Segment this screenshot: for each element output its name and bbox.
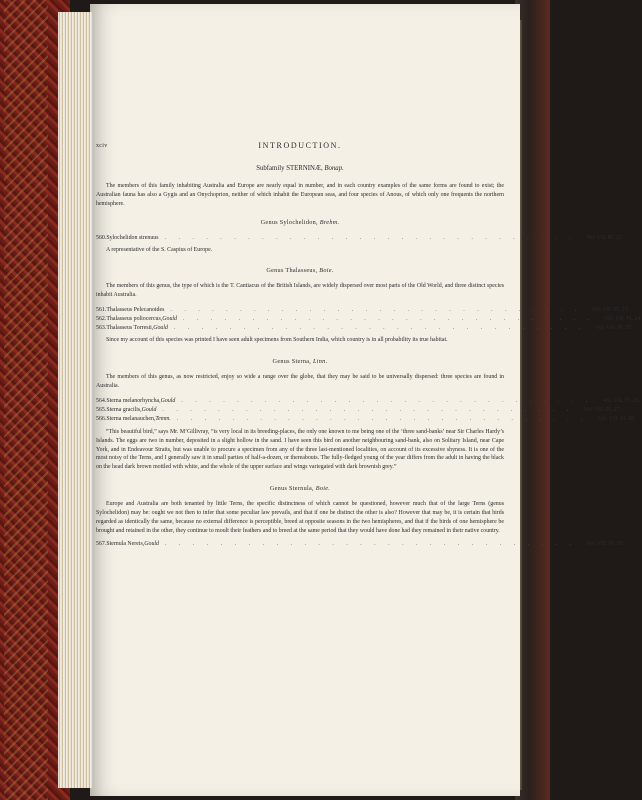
species-author: Temm.	[155, 415, 171, 422]
genus-paragraph: The members of this genus, as now restricted, enjoy so wide a range over the globe, that they may be said to be universally dispersed: three species are found in Australia.	[96, 374, 504, 389]
plate-reference: Vol. VII. Pl. 26.	[602, 397, 641, 404]
genus-paragraph: A representative of the S. Caspius of Europe.	[106, 247, 213, 254]
plate-reference: Vol. VII. Pl. 22.	[585, 235, 624, 242]
entry-number: 561.	[96, 306, 107, 313]
genus-heading: Genus Sternula, Boie.	[269, 485, 331, 493]
species-entry	[96, 406, 622, 415]
species-list	[96, 540, 624, 549]
genus-note: Since my account of this species was printed I have seen adult specimens from Southern India, which country is in all probability its true habitat.	[106, 336, 448, 343]
species-entry	[96, 306, 630, 315]
species-name: Sternula Nereis,	[106, 540, 145, 547]
plate-reference: Vol. VII. Pl. 23.	[591, 306, 630, 313]
plate-reference: Vol. VII. Pl. 29.	[586, 540, 624, 547]
genus-paragraph: Europe and Australia are both tenanted by little Terns, the specific distinctness of which cannot be questioned, however much that of the large Terns (genus Sylochelidon) may be: ought we not then to infer that some peculiar law prevails, and that if one be distinct the other is also? However that may be, it is certain that birds regarded as identically the same, because no external difference is perceptible, breed at opposite seasons in the two hemispheres, and that if the birds of one hemisphere be brought and retained in the other, they continue to moult their feathers and to breed at the same period that they would have done had they remained in their native country.	[96, 501, 504, 534]
species-author: Gould	[162, 315, 177, 322]
species-list	[96, 234, 624, 243]
entry-number: 564.	[96, 397, 107, 404]
genus-heading: Genus Sylochelidon, Brehm.	[260, 218, 340, 226]
dot-leader: . . . . . . . . . . . . . . . . . . . . . . . . . . . . . .	[173, 324, 586, 331]
species-name: Thalasseus Pelecanoides	[106, 306, 165, 313]
species-list	[96, 306, 642, 333]
species-name: Thalasseus Torresii,	[106, 324, 154, 331]
species-name: Thalasseus poliocercus,	[106, 315, 163, 322]
page-number: xciv	[96, 143, 108, 149]
page-content	[96, 140, 642, 549]
dot-leader: . . . . . . . . . . . . . . . . . . . . . . . . . . . . . .	[176, 415, 589, 422]
subfamily-heading: Subfamily STERNINÆ, Bonap.	[256, 165, 344, 172]
species-author: Gould	[153, 324, 168, 331]
plate-reference: Vol. VII. Pl. 24.	[604, 315, 642, 322]
species-author: Gould	[144, 540, 159, 547]
entry-number: 567.	[96, 540, 107, 547]
species-entry	[96, 324, 633, 333]
genus-heading: Genus Sterna, Linn.	[272, 357, 328, 365]
species-name: Sylochelidon strenuus	[106, 235, 159, 242]
entry-number: 560.	[96, 235, 107, 242]
page-stack-edge	[58, 12, 92, 788]
dot-leader: . . . . . . . . . . . . . . . . . . . . . . . . . . . . . .	[183, 315, 595, 322]
species-list	[96, 397, 641, 424]
running-title: INTRODUCTION.	[258, 141, 342, 150]
species-author: Gould	[160, 397, 176, 404]
species-name: Sterna melanauchen,	[106, 415, 156, 422]
plate-reference: Vol. VII. Pl. 28.	[598, 415, 636, 422]
plate-reference: Vol. VII. Pl. 25.	[595, 324, 633, 331]
entry-number: 565.	[96, 406, 107, 413]
species-entry	[96, 234, 624, 243]
cover-gilt-pattern	[4, 0, 48, 800]
species-entry	[96, 315, 642, 324]
entry-number: 563.	[96, 324, 107, 331]
running-head	[96, 140, 504, 154]
species-author: Gould	[141, 406, 157, 413]
genus-paragraph: The members of this genus, the type of which is the T. Cantiacus of the British Islands, are widely dispersed over most parts of the Old World, and three distinct species inhabit Australia.	[96, 283, 504, 299]
dot-leader: . . . . . . . . . . . . . . . . . . . . . . . . . . . . . .	[170, 306, 582, 313]
species-entry	[96, 540, 624, 549]
plate-reference: Vol. VII. Pl. 27.	[583, 406, 622, 413]
species-entry	[96, 397, 641, 406]
species-entry	[96, 415, 636, 424]
subfamily-paragraph: The members of this family inhabiting Australia and Europe are nearly equal in number, and in each country examples of the same forms are found to exist; the Australian fauna has also a Gygis and an Onychoprion, neither of which inhabit the European seas, and four species of Anous, of which only one frequents the northern hemisphere.	[96, 183, 504, 207]
species-name: Sterna melanorhyncha,	[106, 397, 161, 404]
entry-number: 562.	[96, 315, 107, 322]
species-name: Sterna gracilis,	[106, 406, 142, 413]
dot-leader: . . . . . . . . . . . . . . . . . . . . . . . . . . . . . .	[181, 397, 593, 404]
entry-number: 566.	[96, 415, 107, 422]
quotation: “This beautiful bird,” says Mr. M‘Gillivray, “is very local in its breeding-places, the only one known to me being one of the ‘three sand-banks’ near Sir Charles Hardy’s Islands. The eggs are two in number, deposited in a slight hollow in the sand. I have seen this bird on another neighbouring sand-bank, also on Solitary Island, near Cape York, and in Endeavour Straits, but was unable to procure a specimen from any of the three last-mentioned localities, on account of its excessive shyness. It is one of the most noisy of the Terns, and I generally saw it in small parties of half-a-dozen, or thereabouts. The fully-fledged young of the year differs from the adult in having the black on the head dark brown mottled with white, and the whole of the upper surface and wings variegated with dark brownish grey.”	[96, 428, 504, 471]
dot-leader: . . . . . . . . . . . . . . . . . . . . . . . . . . . . . .	[165, 540, 577, 547]
dot-leader: . . . . . . . . . . . . . . . . . . . . . . . . . . . . . .	[162, 406, 574, 413]
genus-heading: Genus Thalasseus, Boie.	[266, 266, 334, 274]
dot-leader: . . . . . . . . . . . . . . . . . . . . . . . . . . . . . .	[164, 235, 576, 242]
